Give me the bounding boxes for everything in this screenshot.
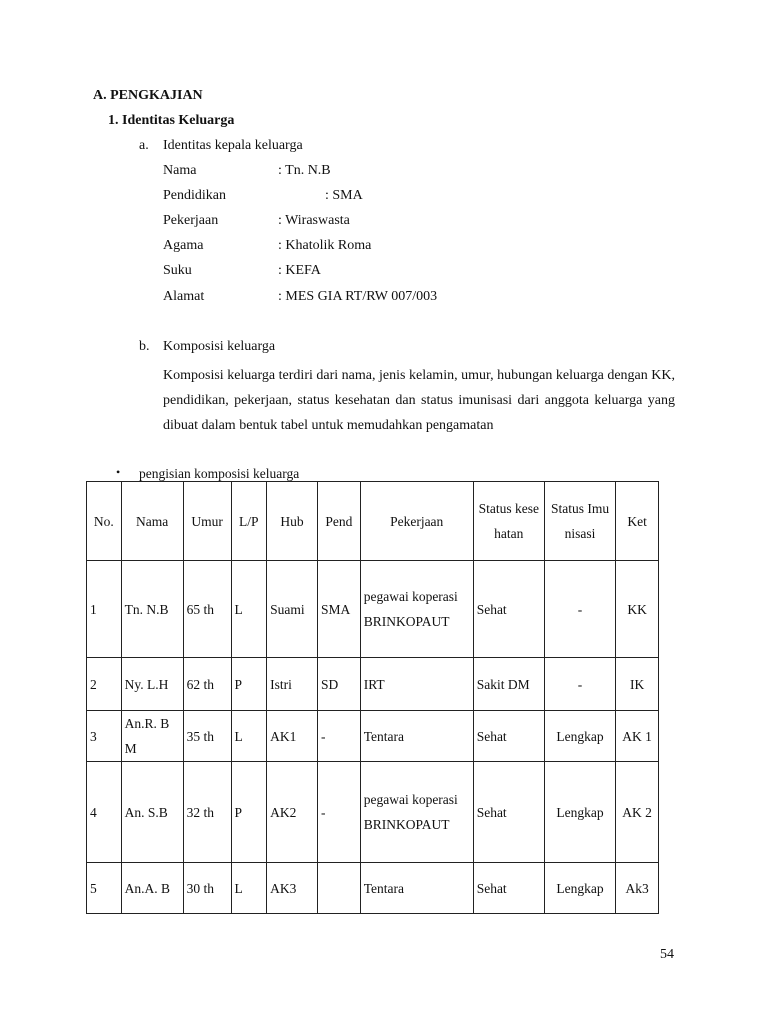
table-cell: AK1 [267,711,318,762]
section-title: A. PENGKAJIAN [93,88,203,103]
table-cell: SD [317,658,360,711]
field-label-alamat: Alamat [163,289,205,304]
table-cell: L [231,561,267,658]
table-cell: Tentara [360,863,473,914]
table-cell: Ak3 [616,863,659,914]
header-cell: Umur [183,482,231,561]
table-cell: Lengkap [544,863,615,914]
field-label-agama: Agama [163,238,204,253]
header-cell: Nama [121,482,183,561]
table-cell: Tn. N.B [121,561,183,658]
table-cell: An.A. B [121,863,183,914]
table-cell: Sehat [473,762,544,863]
table-cell: An.R. B M [121,711,183,762]
table-header-row [87,482,659,561]
table-row [87,658,659,711]
table-cell: Istri [267,658,318,711]
field-label-suku: Suku [163,263,192,278]
table-cell: P [231,762,267,863]
header-cell: Pekerjaan [360,482,473,561]
table-cell: - [317,762,360,863]
bullet-text: pengisian komposisi keluarga [139,466,300,481]
table-cell: 35 th [183,711,231,762]
field-label-pekerjaan: Pekerjaan [163,213,219,228]
field-value-pekerjaan: : Wiraswasta [278,213,350,228]
table-cell: 3 [87,711,122,762]
table-cell: - [544,561,615,658]
table-cell: 32 th [183,762,231,863]
table-row [87,762,659,863]
table-cell: L [231,711,267,762]
table-row [87,711,659,762]
field-label-nama: Nama [163,163,197,178]
part-a-title: Identitas kepala keluarga [163,138,303,153]
composition-paragraph: Komposisi keluarga terdiri dari nama, jenis kelamin, umur, hubungan keluarga dengan KK, pendidikan, pekerjaan, status kesehatan dan status imunisasi dari anggota keluarga yang dibuat dalam bentuk tabel untuk memudahkan pengamatan [163,368,675,433]
field-value-pendidikan: : SMA [325,188,363,203]
table-cell: 30 th [183,863,231,914]
field-value-agama: : Khatolik Roma [278,238,372,253]
page-number: 54 [660,947,674,962]
part-b-title: Komposisi keluarga [163,339,276,354]
table-cell: L [231,863,267,914]
header-cell: Pend [317,482,360,561]
part-a-label: a. [139,138,149,153]
bullet-icon: • [116,465,121,479]
table-cell: An. S.B [121,762,183,863]
table-cell: 5 [87,863,122,914]
family-composition-table [86,481,659,914]
table-cell [317,863,360,914]
table-cell: - [544,658,615,711]
table-cell: Lengkap [544,762,615,863]
table-cell: AK 1 [616,711,659,762]
table-cell: KK [616,561,659,658]
table-cell: Tentara [360,711,473,762]
table-cell: Sehat [473,863,544,914]
table-cell: Suami [267,561,318,658]
table-row [87,863,659,914]
header-cell: Status kesehatan [473,482,544,561]
table-cell: pegawai koperasi BRINKOPAUT [360,561,473,658]
field-value-alamat: : MES GIA RT/RW 007/003 [278,289,438,304]
table-cell: AK3 [267,863,318,914]
header-cell: Status Imunisasi [544,482,615,561]
table-cell: Sakit DM [473,658,544,711]
field-label-pendidikan: Pendidikan [163,188,226,203]
part-b-label: b. [139,339,150,354]
table-cell: 65 th [183,561,231,658]
table-cell: - [317,711,360,762]
table-cell: 62 th [183,658,231,711]
table-cell: Sehat [473,561,544,658]
table-row [87,561,659,658]
table-cell: Lengkap [544,711,615,762]
header-cell: Ket [616,482,659,561]
table-cell: Sehat [473,711,544,762]
table-cell: Ny. L.H [121,658,183,711]
table-cell: SMA [317,561,360,658]
table-cell: 1 [87,561,122,658]
table-cell: 4 [87,762,122,863]
header-cell: No. [87,482,122,561]
field-value-nama: : Tn. N.B [278,163,331,178]
table-cell: IK [616,658,659,711]
table-cell: AK 2 [616,762,659,863]
header-cell: L/P [231,482,267,561]
table-cell: 2 [87,658,122,711]
table-cell: IRT [360,658,473,711]
table-cell: P [231,658,267,711]
table-cell: AK2 [267,762,318,863]
subsection-title: 1. Identitas Keluarga [108,113,235,128]
field-value-suku: : KEFA [278,263,321,278]
table-cell: pegawai koperasi BRINKOPAUT [360,762,473,863]
header-cell: Hub [267,482,318,561]
